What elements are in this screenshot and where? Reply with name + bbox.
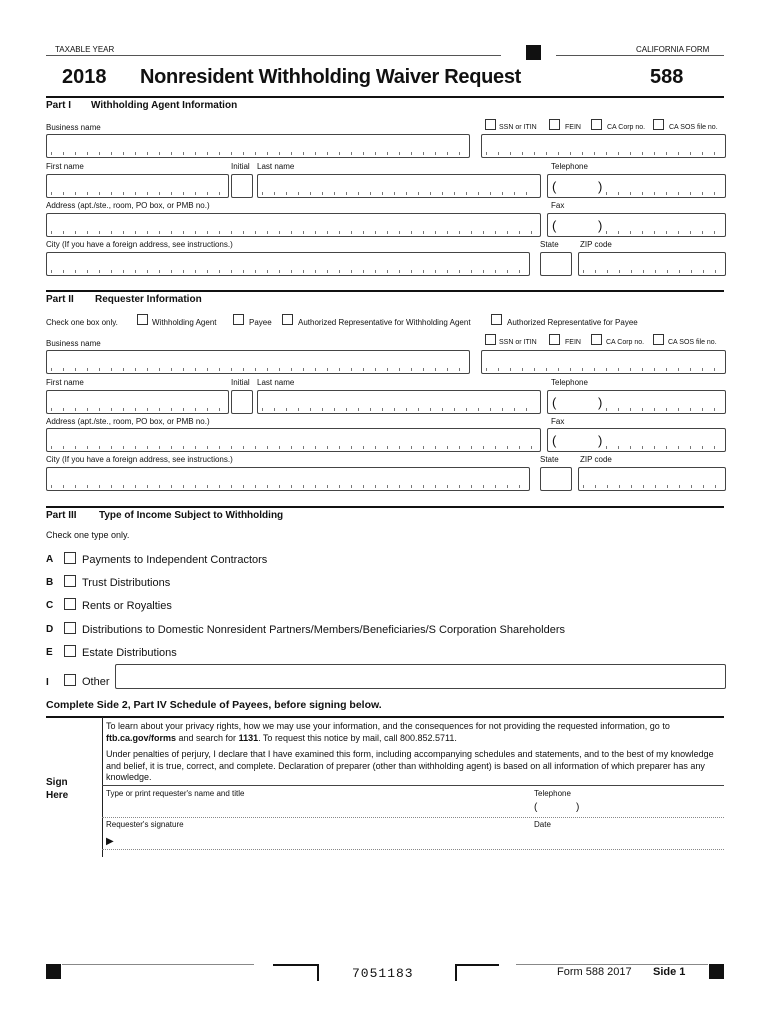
sign-telephone-paren-open: ( xyxy=(534,802,538,813)
p1-fax-paren-close: ) xyxy=(598,218,603,233)
taxable-year-label: TAXABLE YEAR xyxy=(55,45,115,54)
p1-business-name-field[interactable] xyxy=(46,134,470,158)
p2-payee-label: Payee xyxy=(249,318,272,327)
scan-bracket-left xyxy=(273,964,319,981)
p2-auth-rep-payee-label: Authorized Representative for Payee xyxy=(507,318,638,327)
p2-withholding-agent-label: Withholding Agent xyxy=(152,318,217,327)
sign-telephone-field[interactable] xyxy=(534,802,724,816)
sign-telephone-label: Telephone xyxy=(534,789,571,798)
p1-zip-field[interactable] xyxy=(578,252,726,276)
income-letter-b: B xyxy=(46,577,54,588)
privacy-notice-pre: To learn about your privacy rights, how we may use your information, and the consequences for not providing the requested information, go to xyxy=(106,721,670,731)
p2-auth-rep-agent-checkbox[interactable] xyxy=(282,314,293,325)
p2-zip-field[interactable] xyxy=(578,467,726,491)
part2-title: Requester Information xyxy=(95,294,202,305)
p2-telephone-paren-close: ) xyxy=(598,395,603,410)
p1-fax-field[interactable] xyxy=(547,213,726,237)
registration-mark-bottom-right xyxy=(709,964,724,979)
date-label: Date xyxy=(534,820,551,829)
signature-field[interactable] xyxy=(120,832,526,848)
income-a-checkbox[interactable] xyxy=(64,552,76,564)
sign-inner-rule xyxy=(102,785,724,786)
p2-last-name-field[interactable] xyxy=(257,390,541,414)
p1-city-field[interactable] xyxy=(46,252,530,276)
p1-casos-checkbox[interactable] xyxy=(653,119,664,130)
here-label: Here xyxy=(46,790,69,801)
p1-id-number-field[interactable] xyxy=(481,134,726,158)
p1-ssn-label: SSN or ITIN xyxy=(499,124,537,131)
p1-city-label: City (If you have a foreign address, see instructions.) xyxy=(46,240,233,249)
signature-label: Requester's signature xyxy=(106,820,184,829)
p3-check-one-label: Check one type only. xyxy=(46,530,130,540)
p2-telephone-label: Telephone xyxy=(551,378,588,387)
form-title: Nonresident Withholding Waiver Request xyxy=(140,66,522,88)
part2-label: Part II xyxy=(46,294,74,305)
p2-payee-checkbox[interactable] xyxy=(233,314,244,325)
p2-zip-label: ZIP code xyxy=(580,455,612,464)
signature-dotted-rule xyxy=(102,849,724,850)
p1-casos-label: CA SOS file no. xyxy=(669,124,718,131)
p2-last-name-label: Last name xyxy=(257,378,295,387)
p1-initial-label: Initial xyxy=(231,162,250,171)
date-field[interactable] xyxy=(534,832,724,848)
p2-telephone-paren-open: ( xyxy=(552,395,557,410)
p2-business-name-field[interactable] xyxy=(46,350,470,374)
header-divider-right xyxy=(556,55,724,56)
income-letter-a: A xyxy=(46,554,54,565)
privacy-notice-form-number: 1131 xyxy=(238,732,259,743)
p1-telephone-paren-open: ( xyxy=(552,179,557,194)
p2-fax-label: Fax xyxy=(551,417,565,426)
income-d-label: Distributions to Domestic Nonresident Partners/Members/Beneficiaries/S Corporation Shareholders xyxy=(82,624,565,636)
p2-initial-label: Initial xyxy=(231,378,250,387)
p2-address-label: Address (apt./ste., room, PO box, or PMB no.) xyxy=(46,417,210,426)
form-number: 588 xyxy=(650,66,684,88)
privacy-notice-link[interactable]: ftb.ca.gov/forms xyxy=(106,732,177,743)
p2-auth-rep-agent-label: Authorized Representative for Withholding Agent xyxy=(298,318,471,327)
complete-side2-note: Complete Side 2, Part IV Schedule of Payees, before signing below. xyxy=(46,699,382,711)
perjury-declaration: Under penalties of perjury, I declare that I have examined this form, including accompanying schedules and statements, and to the best of my knowledge and belief, it is true, correct, and complete. Declaration of preparer (other than withholding agent) is based on all information of which preparer has any knowledge. xyxy=(106,749,714,782)
p2-cacorp-checkbox[interactable] xyxy=(591,334,602,345)
p2-city-label: City (If you have a foreign address, see instructions.) xyxy=(46,455,233,464)
income-other-label: Other xyxy=(82,676,110,688)
form-year: 2018 xyxy=(62,66,107,88)
income-c-checkbox[interactable] xyxy=(64,598,76,610)
p2-telephone-field[interactable] xyxy=(547,390,726,414)
income-c-label: Rents or Royalties xyxy=(82,600,172,612)
p2-cacorp-label: CA Corp no. xyxy=(606,339,645,346)
income-e-label: Estate Distributions xyxy=(82,647,177,659)
p1-initial-field[interactable] xyxy=(231,174,253,198)
p1-business-name-label: Business name xyxy=(46,123,101,132)
p1-telephone-label: Telephone xyxy=(551,162,588,171)
p2-initial-field[interactable] xyxy=(231,390,253,414)
part3-title: Type of Income Subject to Withholding xyxy=(99,510,284,521)
requester-name-title-field[interactable] xyxy=(106,799,526,815)
part2-top-rule xyxy=(46,290,724,292)
income-b-label: Trust Distributions xyxy=(82,577,171,589)
footer-rule-right xyxy=(516,964,708,965)
p2-ssn-label: SSN or ITIN xyxy=(499,339,537,346)
p1-last-name-label: Last name xyxy=(257,162,295,171)
p2-fein-checkbox[interactable] xyxy=(549,334,560,345)
footer-form-label: Form 588 2017 xyxy=(557,966,632,978)
p1-state-field[interactable] xyxy=(540,252,572,276)
p2-fax-field[interactable] xyxy=(547,428,726,452)
income-d-checkbox[interactable] xyxy=(64,622,76,634)
p2-id-number-field[interactable] xyxy=(481,350,726,374)
sign-box-divider xyxy=(102,717,103,857)
p1-fax-paren-open: ( xyxy=(552,218,557,233)
california-form-label: CALIFORNIA FORM xyxy=(636,45,710,54)
p2-fax-paren-open: ( xyxy=(552,433,557,448)
p1-fein-checkbox[interactable] xyxy=(549,119,560,130)
p1-fax-label: Fax xyxy=(551,201,565,210)
part1-label: Part I xyxy=(46,100,72,111)
p2-casos-checkbox[interactable] xyxy=(653,334,664,345)
scan-bracket-right xyxy=(455,964,499,981)
name-title-dotted-rule xyxy=(102,817,724,818)
p2-business-name-label: Business name xyxy=(46,339,101,348)
p2-state-field[interactable] xyxy=(540,467,572,491)
income-letter-d: D xyxy=(46,624,54,635)
income-letter-i: I xyxy=(46,677,49,688)
p1-last-name-field[interactable] xyxy=(257,174,541,198)
p2-first-name-label: First name xyxy=(46,378,84,387)
p1-fein-label: FEIN xyxy=(565,124,581,131)
header-divider-left xyxy=(46,55,501,56)
p2-casos-label: CA SOS file no. xyxy=(668,339,717,346)
barcode-number: 7051183 xyxy=(352,966,414,981)
income-letter-c: C xyxy=(46,600,54,611)
p1-telephone-paren-close: ) xyxy=(598,179,603,194)
part3-label: Part III xyxy=(46,510,77,521)
p2-city-field[interactable] xyxy=(46,467,530,491)
p1-first-name-label: First name xyxy=(46,162,84,171)
p1-telephone-field[interactable] xyxy=(547,174,726,198)
p1-zip-label: ZIP code xyxy=(580,240,612,249)
registration-mark-top xyxy=(526,45,541,60)
income-e-checkbox[interactable] xyxy=(64,645,76,657)
p1-first-name-field[interactable] xyxy=(46,174,229,198)
p1-cacorp-checkbox[interactable] xyxy=(591,119,602,130)
p2-ssn-checkbox[interactable] xyxy=(485,334,496,345)
p2-state-label: State xyxy=(540,455,559,464)
p2-check-one-label: Check one box only. xyxy=(46,318,118,327)
part1-title: Withholding Agent Information xyxy=(91,100,238,111)
p1-cacorp-label: CA Corp no. xyxy=(607,124,646,131)
sign-top-rule xyxy=(46,716,724,718)
part3-top-rule xyxy=(46,506,724,508)
p1-state-label: State xyxy=(540,240,559,249)
p2-auth-rep-payee-checkbox[interactable] xyxy=(491,314,502,325)
income-a-label: Payments to Independent Contractors xyxy=(82,554,268,566)
privacy-notice xyxy=(106,721,718,744)
registration-mark-bottom-left xyxy=(46,964,61,979)
income-other-checkbox[interactable] xyxy=(64,674,76,686)
footer-side-label: Side 1 xyxy=(653,966,686,978)
privacy-notice-post: . To request this notice by mail, call 800.852.5711. xyxy=(258,732,457,743)
p2-withholding-agent-checkbox[interactable] xyxy=(137,314,148,325)
privacy-notice-mid: and search for xyxy=(176,732,239,743)
income-b-checkbox[interactable] xyxy=(64,575,76,587)
p1-address-label: Address (apt./ste., room, PO box, or PMB no.) xyxy=(46,201,210,210)
signature-arrow-icon: ▶ xyxy=(106,836,114,847)
p1-ssn-checkbox[interactable] xyxy=(485,119,496,130)
income-other-description-field[interactable] xyxy=(115,664,726,689)
p2-address-field[interactable] xyxy=(46,428,541,452)
sign-label: Sign xyxy=(46,777,68,788)
p2-first-name-field[interactable] xyxy=(46,390,229,414)
sign-telephone-paren-close: ) xyxy=(576,802,580,813)
p2-fein-label: FEIN xyxy=(565,339,581,346)
p2-fax-paren-close: ) xyxy=(598,433,603,448)
footer-rule-left xyxy=(62,964,254,965)
p1-address-field[interactable] xyxy=(46,213,541,237)
requester-name-title-label: Type or print requester's name and title xyxy=(106,789,245,798)
income-letter-e: E xyxy=(46,647,53,658)
part1-top-rule xyxy=(46,96,724,98)
